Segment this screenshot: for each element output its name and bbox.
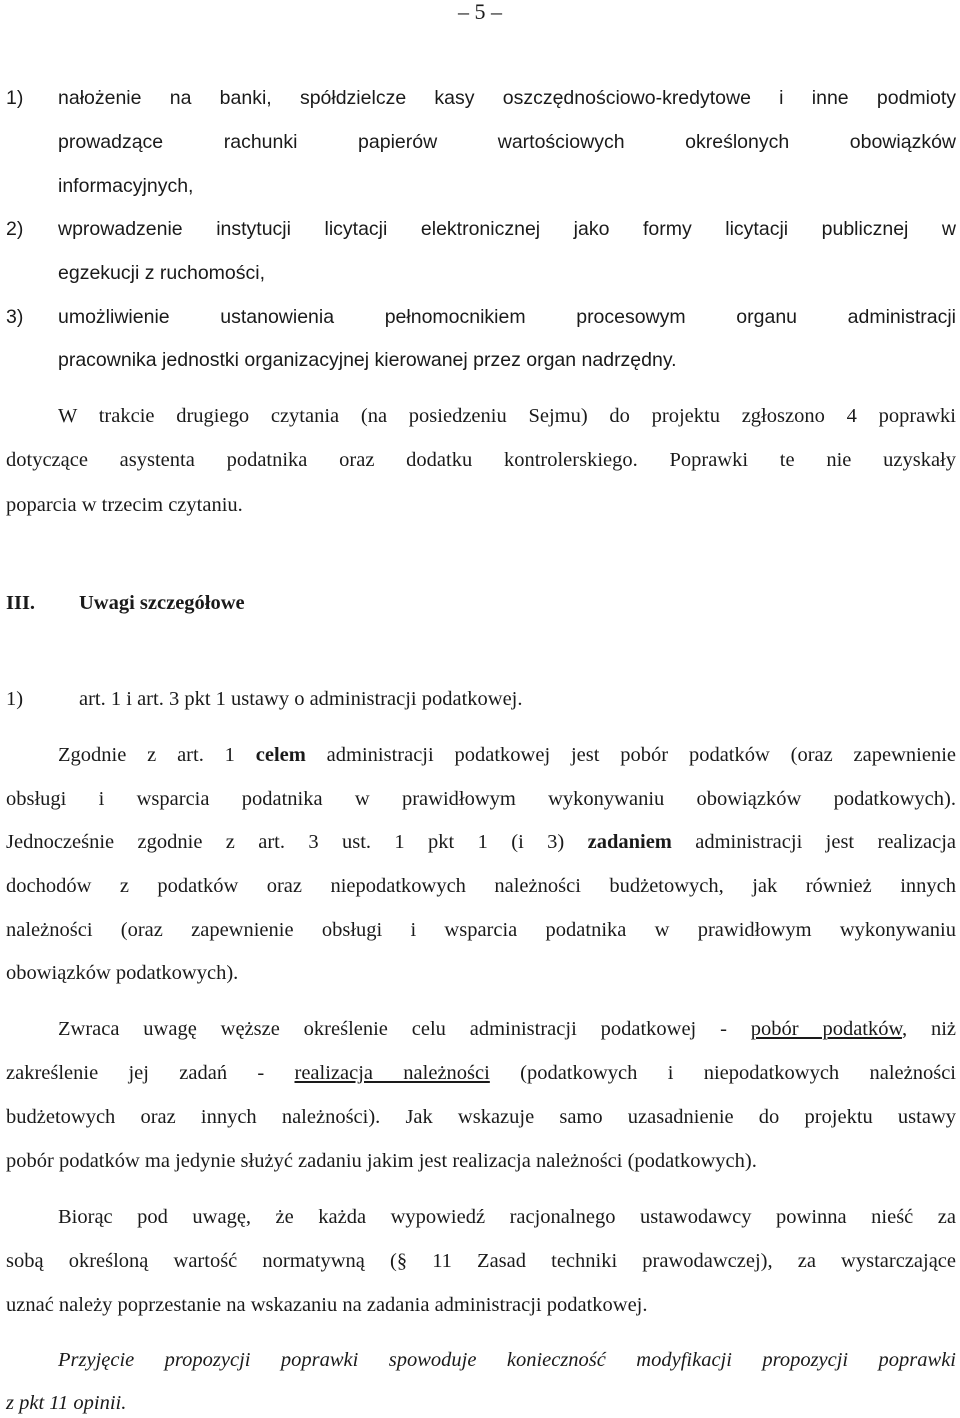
para3-line-4: pobór podatków ma jedynie służyć zadaniu jakim jest realizacja należności (podatkowych).	[6, 1150, 757, 1172]
para2-line-3	[6, 831, 956, 854]
para2-line-1	[58, 744, 956, 767]
para2-line-2: obsługi i wsparcia podatnika w prawidłowym wykonywaniu obowiązków podatkowych).	[6, 788, 956, 810]
para5-line-2: z pkt 11 opinii.	[6, 1392, 127, 1414]
underlined-pobor-podatkow: pobór podatków	[750, 1018, 902, 1040]
list-item-2-line-1: wprowadzenie instytucji licytacji elektronicznej jako formy licytacji publicznej w	[58, 218, 956, 240]
term-zadaniem: zadaniem	[587, 831, 672, 853]
detail-item-1-text: art. 1 i art. 3 pkt 1 ustawy o administracji podatkowej.	[79, 688, 523, 710]
para2-line-3-a: Jednocześnie zgodnie z art. 3 ust. 1 pkt 1 (i 3)	[6, 831, 588, 853]
para3-line-1	[58, 1018, 956, 1041]
para1-line-3: poparcia w trzecim czytaniu.	[6, 494, 243, 516]
para2-line-5: należności (oraz zapewnienie obsługi i wsparcia podatnika w prawidłowym wykonywaniu	[6, 919, 956, 941]
section-title: Uwagi szczegółowe	[79, 592, 245, 614]
list-item-3-line-1: umożliwienie ustanowienia pełnomocnikiem procesowym organu administracji	[58, 306, 956, 328]
para3-line-2-a: zakreślenie jej zadań -	[6, 1062, 295, 1084]
para4-line-1: Biorąc pod uwagę, że każda wypowiedź racjonalnego ustawodawcy powinna nieść za	[58, 1206, 956, 1228]
para1-line-1: W trakcie drugiego czytania (na posiedzeniu Sejmu) do projektu zgłoszono 4 poprawki	[58, 405, 956, 427]
para3-line-2	[6, 1062, 956, 1085]
term-celem: celem	[255, 744, 306, 766]
underlined-realizacja-naleznosci: realizacja należności	[294, 1062, 490, 1084]
list-item-2-number: 2)	[6, 218, 24, 240]
list-item-1-line-1: nałożenie na banki, spółdzielcze kasy oszczędnościowo-kredytowe i inne podmioty	[58, 87, 956, 109]
para1-line-2: dotyczące asystenta podatnika oraz dodatku kontrolerskiego. Poprawki te nie uzyskały	[6, 449, 956, 471]
para4-line-2: sobą określoną wartość normatywną (§ 11 Zasad techniki prawodawczej), za wystarczające	[6, 1250, 956, 1272]
para3-line-1-a: Zwraca uwagę węższe określenie celu administracji podatkowej -	[58, 1018, 751, 1040]
para2-line-1-a: Zgodnie z art. 1	[58, 744, 256, 766]
para3-line-3: budżetowych oraz innych należności). Jak wskazuje samo uzasadnienie do projektu ustawy	[6, 1106, 956, 1128]
list-item-1-number: 1)	[6, 87, 24, 109]
page-number: – 5 –	[458, 0, 502, 24]
list-item-2-line-2: egzekucji z ruchomości,	[58, 262, 265, 284]
para2-line-6: obowiązków podatkowych).	[6, 962, 239, 984]
detail-item-1-number: 1)	[6, 688, 24, 710]
para2-line-4: dochodów z podatków oraz niepodatkowych należności budżetowych, jak również innych	[6, 875, 956, 897]
section-number: III.	[6, 592, 36, 614]
para5-line-1: Przyjęcie propozycji poprawki spowoduje konieczność modyfikacji propozycji poprawki	[58, 1349, 956, 1371]
para3-line-1-c: , niż	[901, 1018, 956, 1040]
list-item-3-line-2: pracownika jednostki organizacyjnej kierowanej przez organ nadrzędny.	[58, 349, 677, 371]
list-item-1-line-3: informacyjnych,	[58, 175, 194, 197]
para2-line-3-c: administracji jest realizacja	[671, 831, 956, 853]
para3-line-2-c: (podatkowych i niepodatkowych należności	[489, 1062, 956, 1084]
para2-line-1-c: administracji podatkowej jest pobór podatków (oraz zapewnienie	[305, 744, 956, 766]
para4-line-3: uznać należy poprzestanie na wskazaniu na zadania administracji podatkowej.	[6, 1294, 648, 1316]
list-item-1-line-2: prowadzące rachunki papierów wartościowych określonych obowiązków	[58, 131, 956, 153]
list-item-3-number: 3)	[6, 306, 24, 328]
